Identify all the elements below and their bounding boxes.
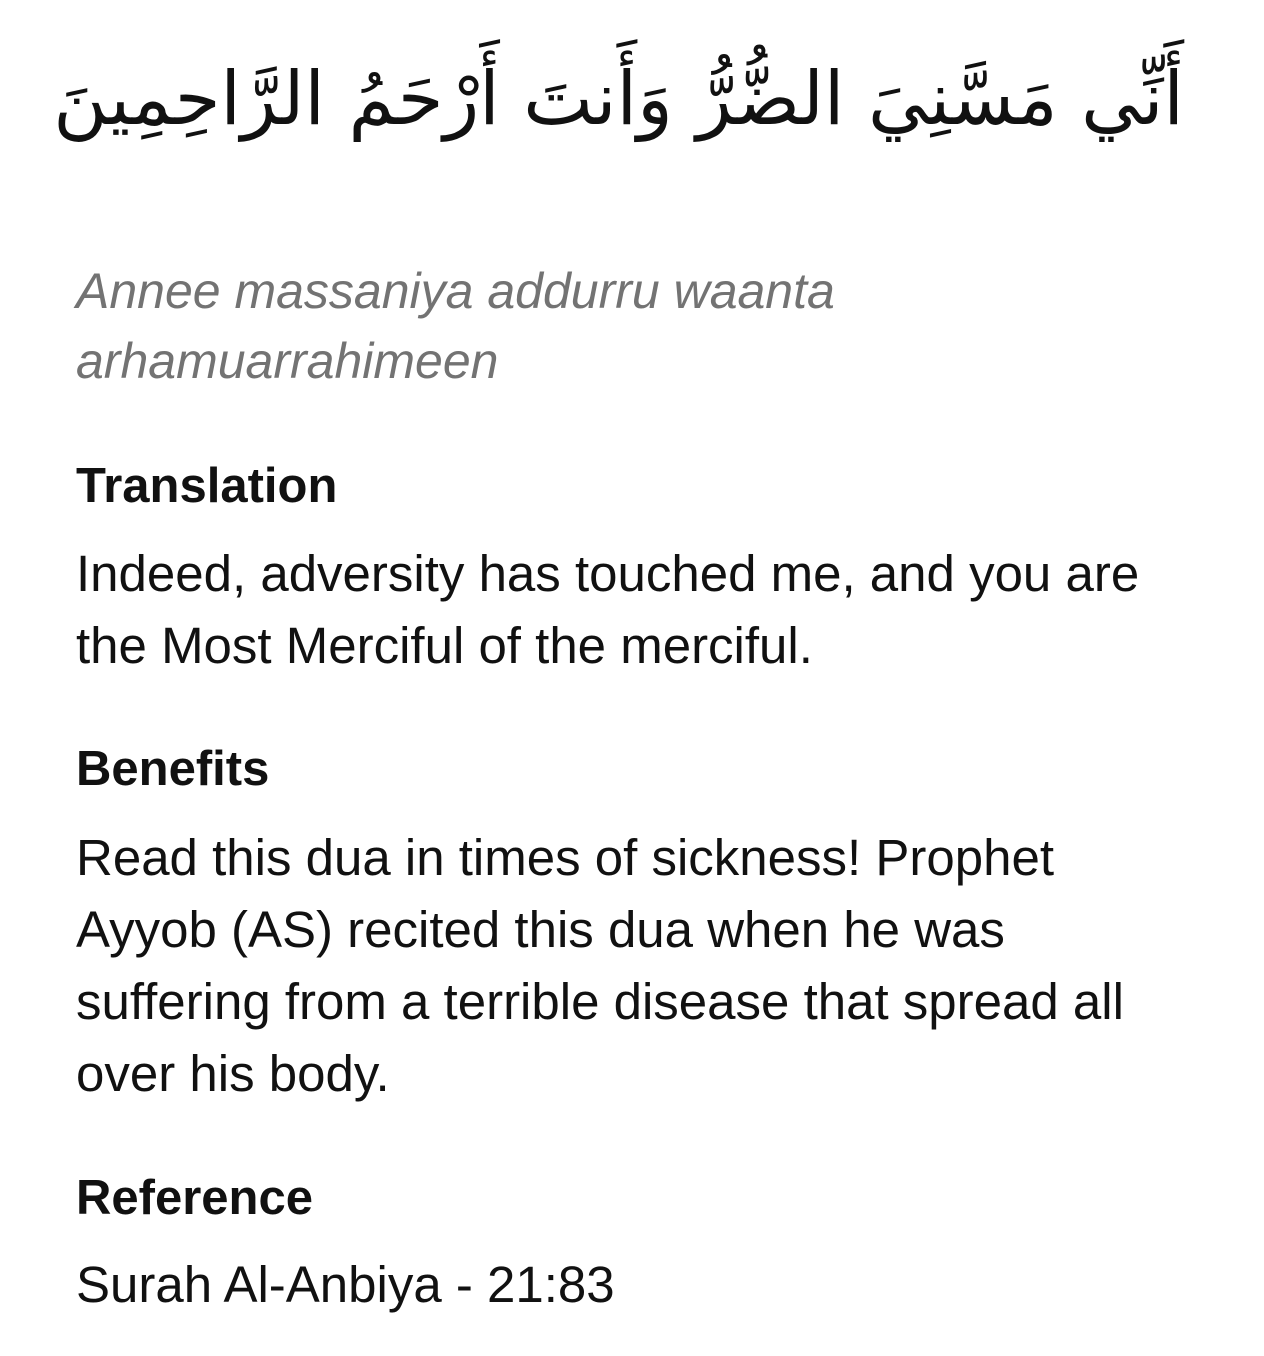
benefits-text: Read this dua in times of sickness! Prophet Ayyob (AS) recited this dua when he was suffering from a terrible disease that spread all over his body.: [76, 829, 1124, 1102]
reference-text: Surah Al-Anbiya - 21:83: [76, 1256, 615, 1313]
arabic-dua-text: أَنِّي مَسَّنِيَ الضُّرُّ وَأَنتَ أَرْحَمُ الرَّاحِمِينَ: [53, 56, 1184, 142]
benefits-heading: Benefits: [76, 742, 270, 796]
reference-heading: Reference: [76, 1171, 313, 1225]
translation-heading: Translation: [76, 459, 338, 513]
transliteration-text: Annee massaniya addurru waanta arhamuarrahimeen: [76, 263, 835, 389]
translation-text: Indeed, adversity has touched me, and you are the Most Merciful of the merciful.: [76, 545, 1140, 674]
